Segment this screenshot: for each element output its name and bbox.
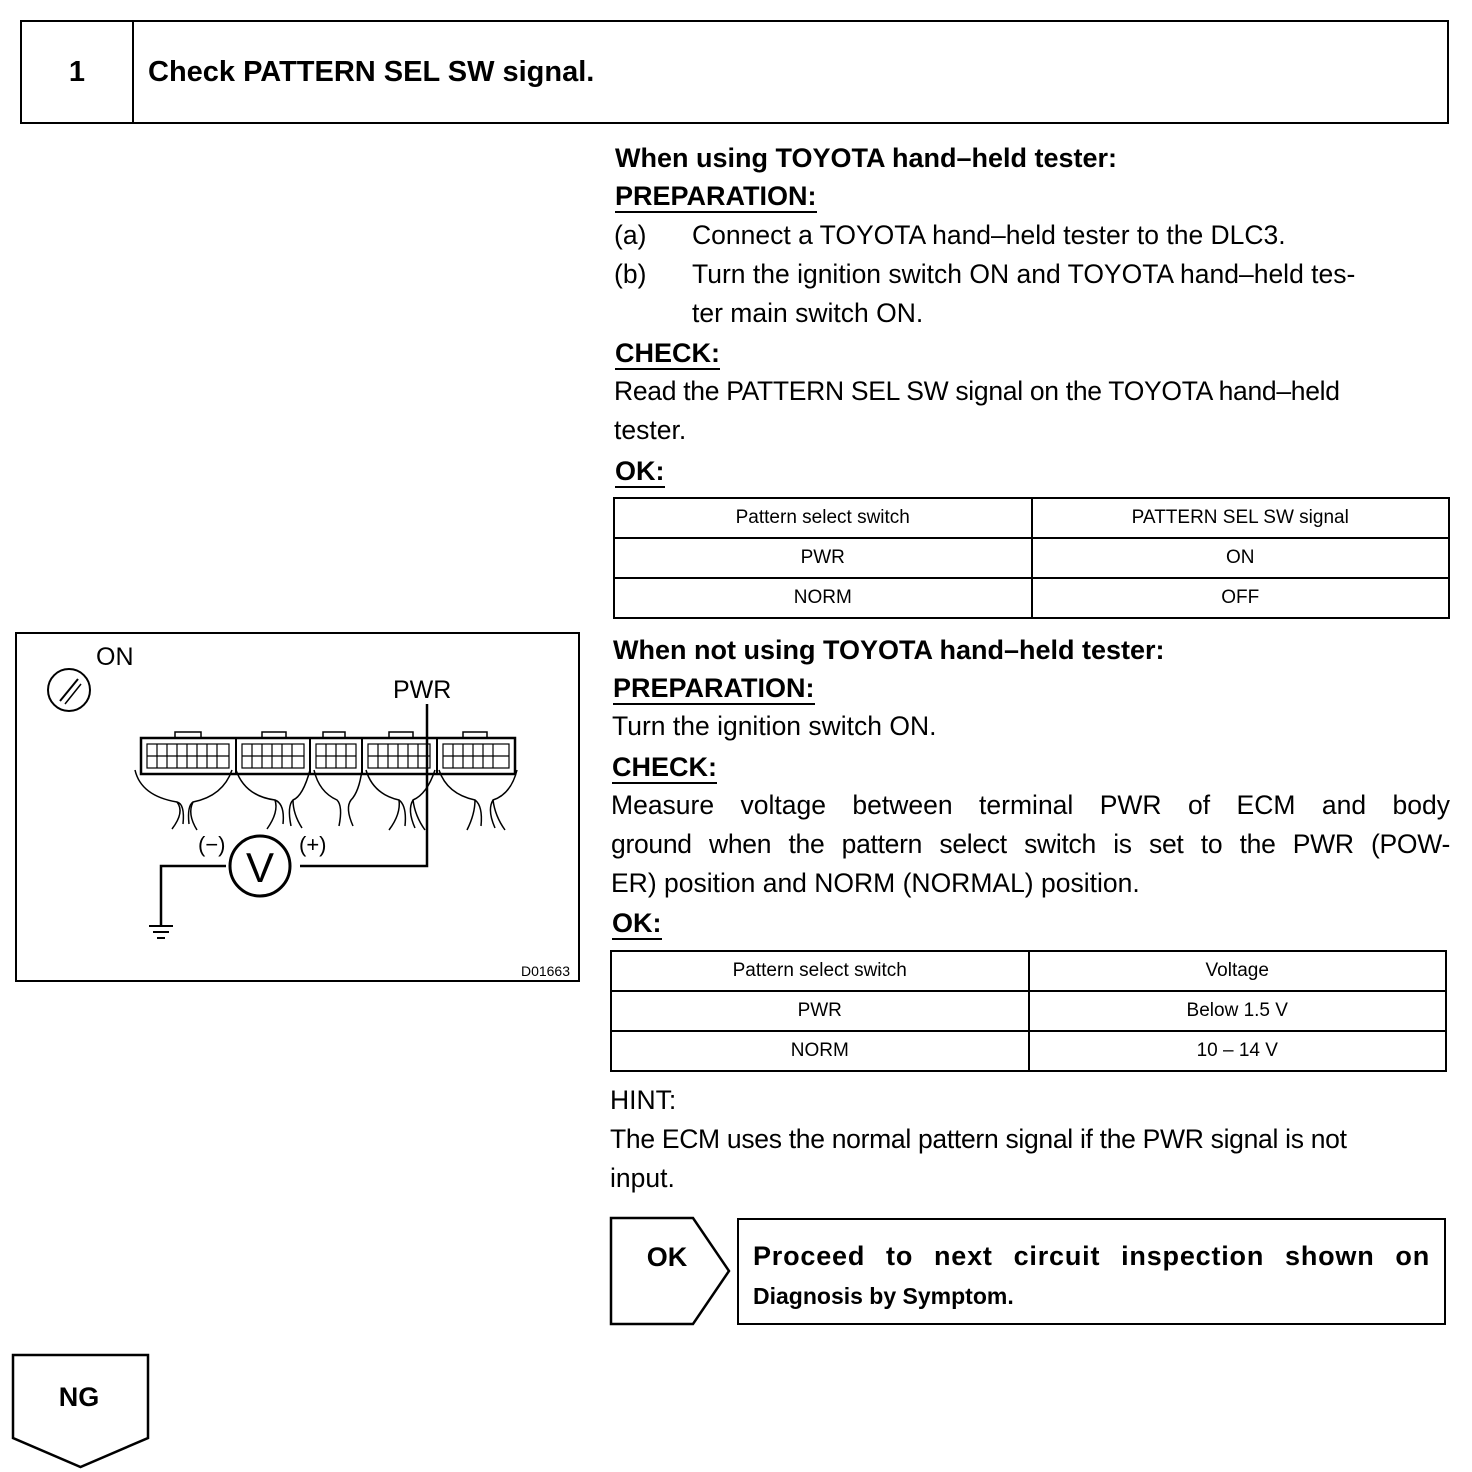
step-header xyxy=(20,20,1449,124)
no-tester-check-label: CHECK: xyxy=(612,752,717,782)
table-row xyxy=(614,578,1449,618)
figure-code: D01663 xyxy=(520,963,570,979)
no-tester-check-text xyxy=(611,786,1450,903)
ng-arrow-label: NG xyxy=(58,1382,100,1412)
ground-wire xyxy=(161,866,226,926)
tester-ok-label: OK: xyxy=(615,456,665,486)
table-cell: Below 1.5 V xyxy=(1029,991,1447,1031)
table-cell: 10 – 14 V xyxy=(1029,1031,1447,1071)
hint-label: HINT: xyxy=(610,1085,677,1115)
ng-arrow-tag xyxy=(11,1353,153,1469)
table-cell: ON xyxy=(1032,538,1450,578)
ok-result-box xyxy=(737,1218,1446,1325)
no-tester-preparation-heading xyxy=(613,672,815,705)
table-cell: OFF xyxy=(1032,578,1450,618)
voltmeter-icon xyxy=(230,836,290,896)
table-cell: PWR xyxy=(611,991,1029,1031)
no-tester-heading: When not using TOYOTA hand–held tester: xyxy=(613,635,1165,665)
table-header-cell: Pattern select switch xyxy=(611,951,1029,991)
text-line: ground when the pattern select switch is set to the PWR (POW- xyxy=(611,829,1450,859)
list-item-text: Connect a TOYOTA hand–held tester to the DLC3. xyxy=(692,220,1286,250)
tester-check-text xyxy=(614,372,1452,450)
no-tester-preparation-label: PREPARATION: xyxy=(613,673,815,703)
ok-result-text: Proceed to next circuit inspection shown on xyxy=(753,1241,1430,1271)
table-header-cell: Voltage xyxy=(1029,951,1447,991)
table-header-cell: PATTERN SEL SW signal xyxy=(1032,498,1450,538)
table-header-row xyxy=(611,951,1446,991)
table-cell: NORM xyxy=(611,1031,1029,1071)
step-title: Check PATTERN SEL SW signal. xyxy=(148,55,595,88)
list-item-text: Turn the ignition switch ON and TOYOTA hand–held tes- xyxy=(692,259,1356,289)
tester-preparation-label: PREPARATION: xyxy=(615,181,817,211)
ignition-on-label: ON xyxy=(96,643,134,671)
text-line: Measure voltage between terminal PWR of ECM and body xyxy=(611,790,1450,820)
no-tester-check-heading xyxy=(612,751,717,784)
hint-text xyxy=(610,1120,1450,1198)
step-number: 1 xyxy=(22,22,134,122)
voltage-ok-table xyxy=(610,950,1447,1072)
ok-result-link: Diagnosis by Symptom. xyxy=(753,1283,1014,1309)
wiring-diagram-svg xyxy=(17,634,577,979)
text-line: ER) position and NORM (NORMAL) position. xyxy=(611,868,1140,898)
table-row xyxy=(611,1031,1446,1071)
positive-probe-label: (+) xyxy=(299,832,327,857)
tester-check-heading xyxy=(615,337,720,370)
list-item-label: (a) xyxy=(614,220,647,250)
list-item xyxy=(614,255,1450,294)
pwr-terminal-label: PWR xyxy=(393,676,452,704)
ok-arrow-label: OK xyxy=(646,1242,688,1272)
tester-preparation-heading xyxy=(615,180,817,213)
table-row xyxy=(611,991,1446,1031)
table-cell: NORM xyxy=(614,578,1032,618)
list-item-text: ter main switch ON. xyxy=(692,298,924,328)
tester-heading: When using TOYOTA hand–held tester: xyxy=(615,143,1118,173)
no-tester-ok-heading xyxy=(612,907,662,940)
text-line: input. xyxy=(610,1163,675,1193)
no-tester-preparation-text: Turn the ignition switch ON. xyxy=(612,711,937,741)
text-line: tester. xyxy=(614,415,687,445)
ok-arrow-tag xyxy=(609,1216,733,1328)
text-line: The ECM uses the normal pattern signal if the PWR signal is not xyxy=(610,1124,1347,1154)
table-row xyxy=(614,538,1449,578)
tester-steps-list xyxy=(614,216,1450,333)
list-item-continuation xyxy=(614,294,1450,333)
tester-ok-table xyxy=(613,497,1450,619)
negative-probe-label: (−) xyxy=(198,832,226,857)
table-cell: PWR xyxy=(614,538,1032,578)
tester-check-label: CHECK: xyxy=(615,338,720,368)
list-item-label: (b) xyxy=(614,259,647,289)
no-tester-ok-label: OK: xyxy=(612,908,662,938)
table-header-row xyxy=(614,498,1449,538)
text-line: Read the PATTERN SEL SW signal on the TOYOTA hand–held xyxy=(614,376,1340,406)
voltmeter-symbol: V xyxy=(245,844,275,891)
ecm-connector-icon xyxy=(135,732,517,830)
list-item xyxy=(614,216,1450,255)
table-header-cell: Pattern select switch xyxy=(614,498,1032,538)
ground-icon xyxy=(149,926,173,938)
wiring-diagram xyxy=(15,632,580,982)
tester-ok-heading xyxy=(615,455,665,488)
ignition-switch-icon xyxy=(48,669,90,711)
